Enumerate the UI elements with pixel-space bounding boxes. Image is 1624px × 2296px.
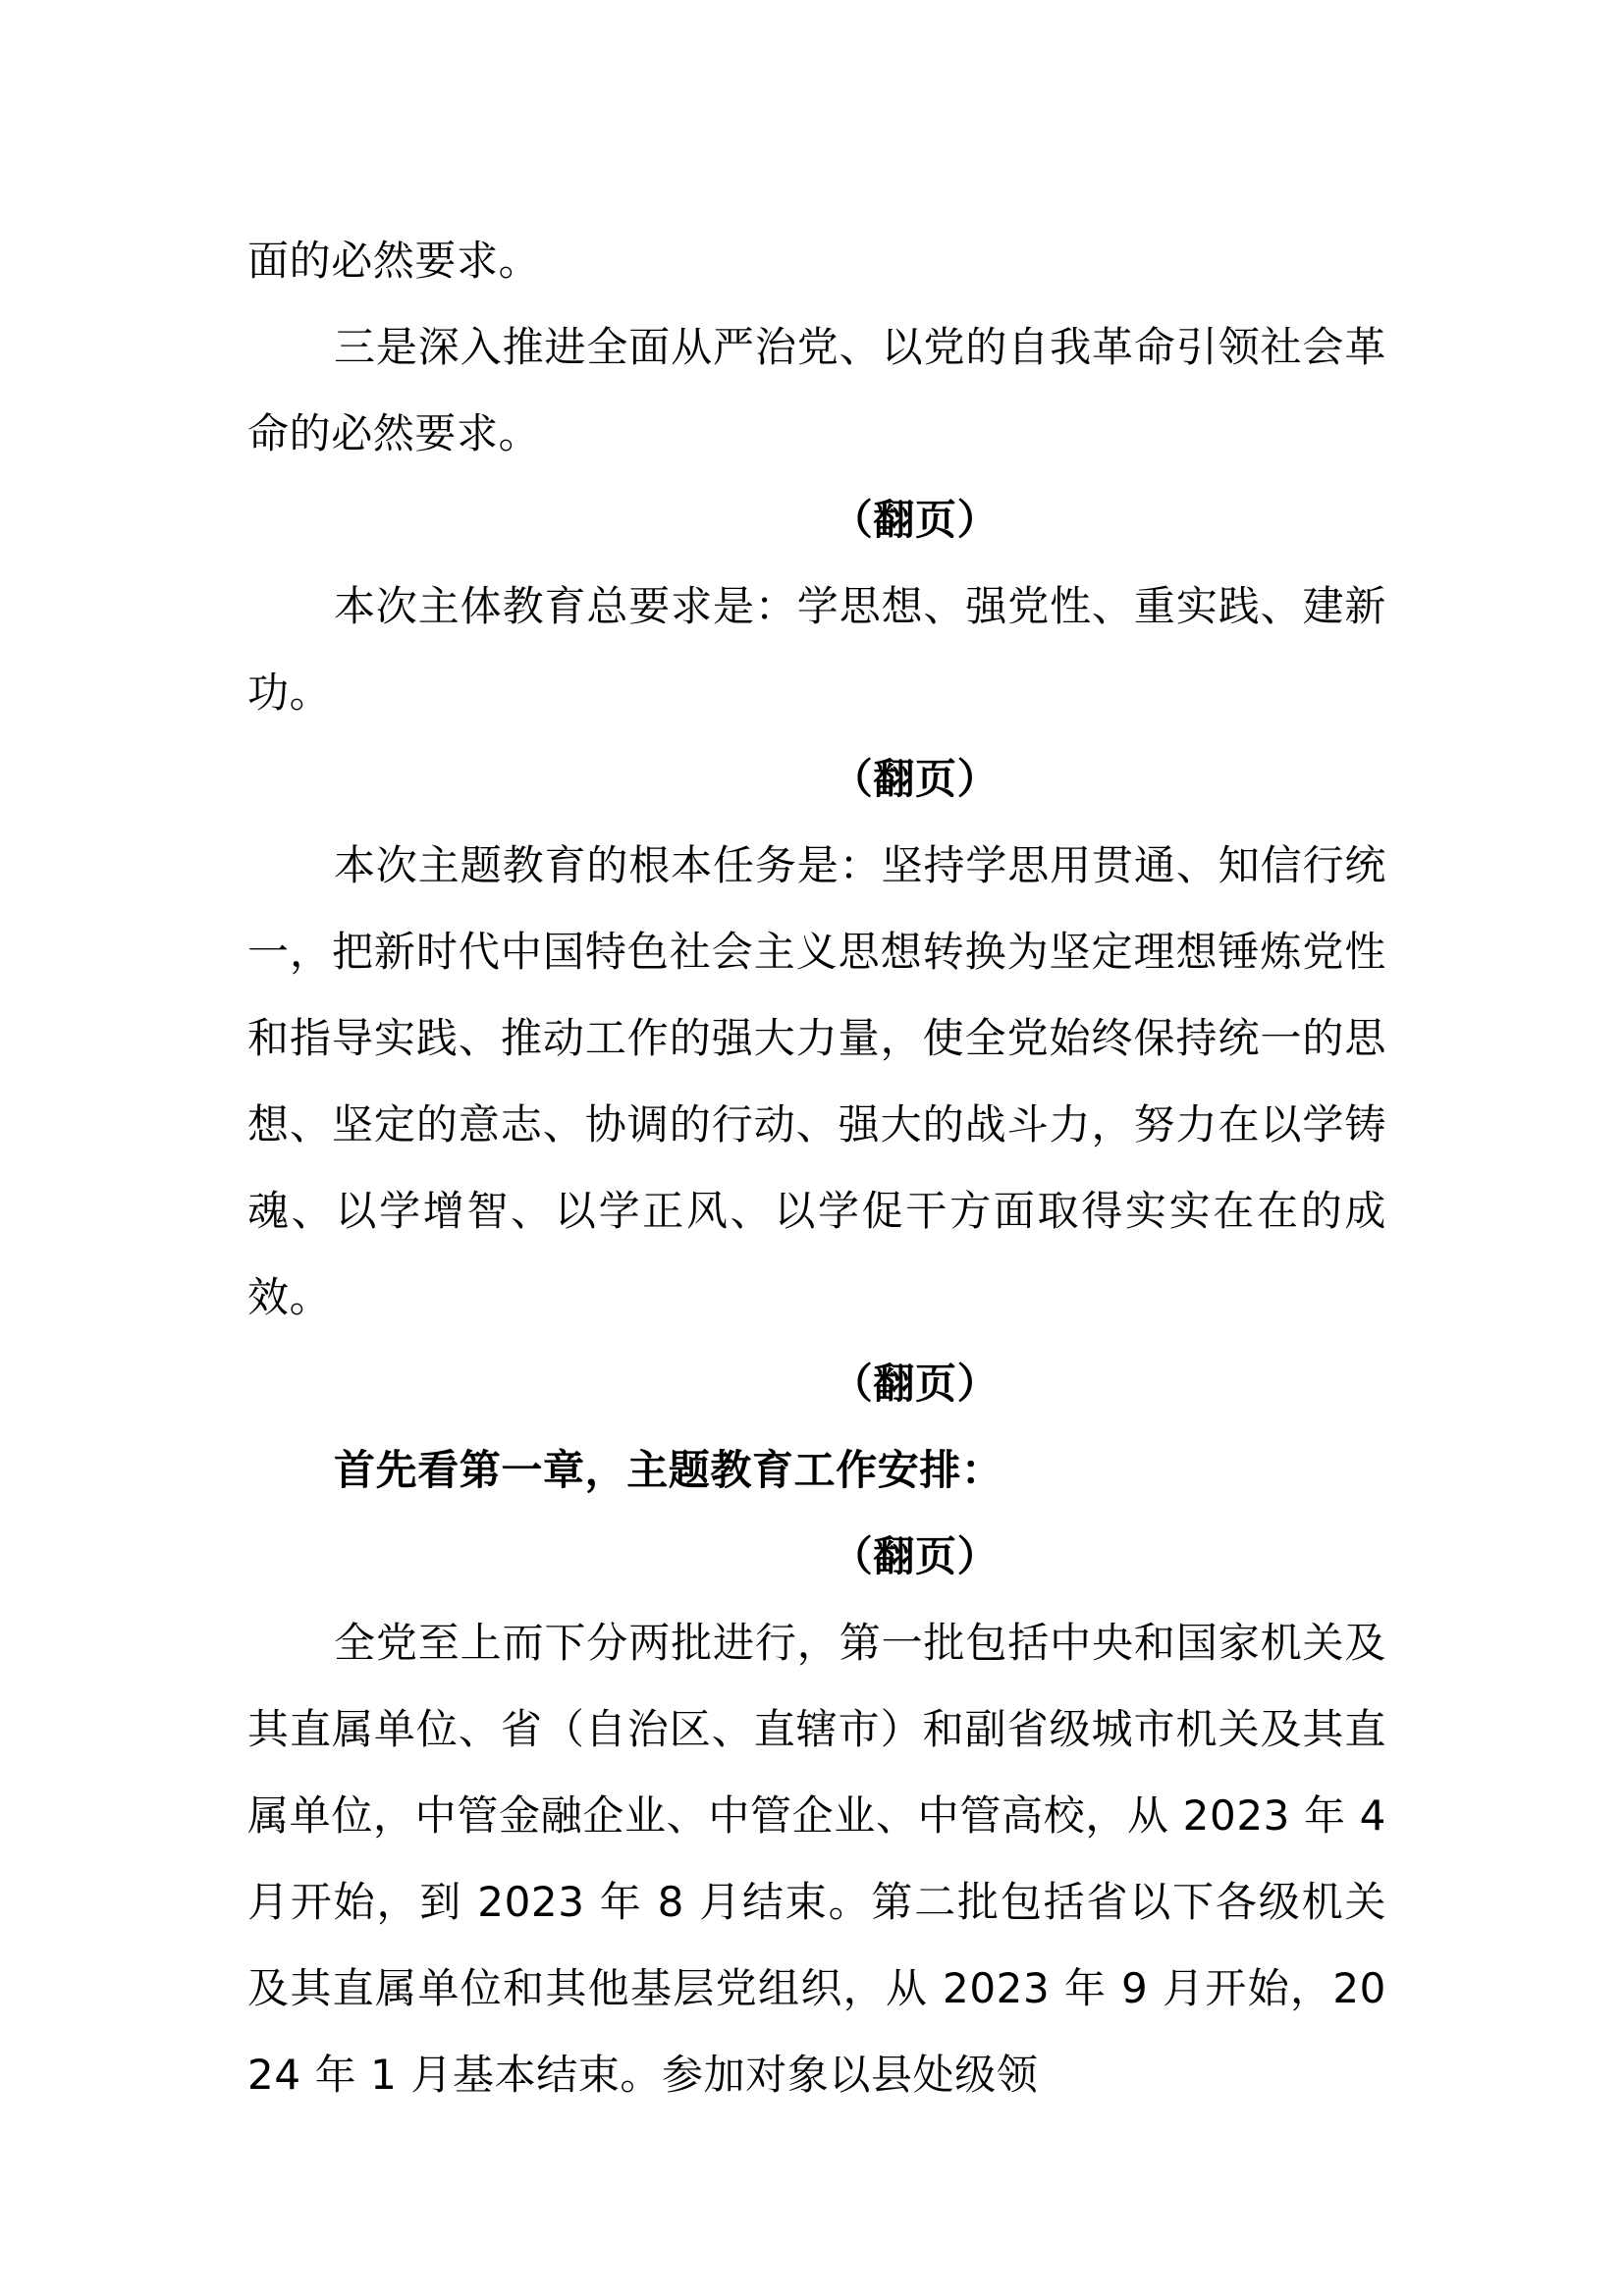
document-body — [247, 218, 1386, 2118]
page-turn-marker: （翻页） — [831, 1360, 1000, 1408]
paragraph-requirement-three: 三是深入推进全面从严治党、以党的自我革命引领社会革命的必然要求。 — [247, 323, 1386, 457]
chapter-one-heading: 首先看第一章，主题教育工作安排： — [334, 1446, 1003, 1494]
paragraph-fundamental-task: 本次主题教育的根本任务是：坚持学思用贯通、知信行统一，把新时代中国特色社会主义思想转换为坚定理想锤炼党性和指导实践、推动工作的强大力量，使全党始终保持统一的思想、坚定的意志、协调的行动、强大的战斗力，努力在以学铸魂、以学增智、以学正风、以学促干方面取得实实在在的成效。 — [247, 841, 1386, 1321]
paragraph-general-requirement: 本次主体教育总要求是：学思想、强党性、重实践、建新功。 — [247, 582, 1386, 717]
page-turn-marker: （翻页） — [831, 1532, 1000, 1580]
paragraph-work-arrangement: 全党至上而下分两批进行，第一批包括中央和国家机关及其直属单位、省（自治区、直辖市）和副省级城市机关及其直属单位，中管金融企业、中管企业、中管高校，从 2023 年 4 月开始，到 2023 年 8 月结束。第二批包括省以下各级机关及其直属单位和其他基层党组织，从 2023 年 9 月开始，2024 年 1 月基本结束。参加对象以县处级领 — [247, 1619, 1386, 2099]
paragraph-continuation: 面的必然要求。 — [247, 237, 541, 285]
page-turn-marker: （翻页） — [831, 755, 1000, 803]
page-turn-marker: （翻页） — [831, 496, 1000, 544]
